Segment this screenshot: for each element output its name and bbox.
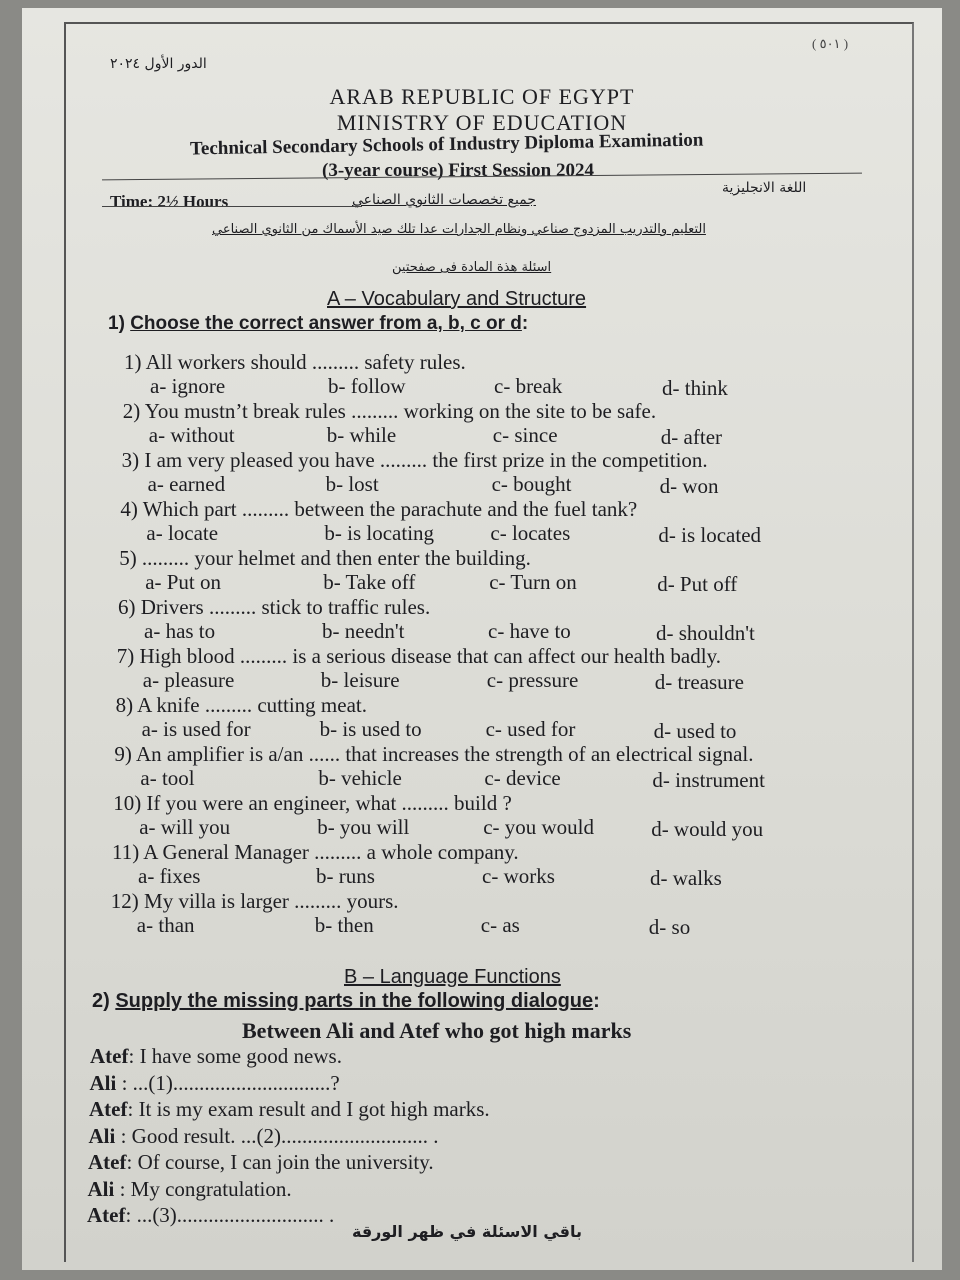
answer-option-d: d- so xyxy=(648,915,691,939)
answer-option-c: c- pressure xyxy=(486,668,579,692)
answer-option-b: b- Take off xyxy=(323,570,416,594)
answer-option-d: d- is located xyxy=(658,523,762,547)
section-a-title: A – Vocabulary and Structure xyxy=(327,288,587,310)
answer-option-c: c- have to xyxy=(488,619,571,643)
answer-option-b: b- you will xyxy=(317,815,410,839)
question-text: 11) A General Manager ......... a whole company. xyxy=(112,840,519,864)
answer-option-a: a- than xyxy=(136,913,195,937)
answer-option-d: d- treasure xyxy=(654,670,744,694)
dialogue-speaker: Atef xyxy=(87,1203,126,1227)
answer-option-d: d- walks xyxy=(650,866,722,890)
header-exam-title: Technical Secondary Schools of Industry Diploma Examination xyxy=(189,129,704,160)
answer-option-b: b- vehicle xyxy=(318,766,402,790)
section-b-title: B – Language Functions xyxy=(344,966,561,988)
divider xyxy=(102,206,362,207)
answer-option-a: a- ignore xyxy=(150,374,226,398)
answer-option-c: c- as xyxy=(480,913,520,937)
dialogue-text: : My congratulation. xyxy=(114,1176,292,1201)
dialogue-text: : ...(3)............................ . xyxy=(125,1203,335,1227)
session-arabic: الدور الأول ٢٠٢٤ xyxy=(110,56,207,72)
question-text: 12) My villa is larger ......... yours. xyxy=(110,889,399,913)
answer-option-a: a- will you xyxy=(139,815,231,839)
header-country: ARAB REPUBLIC OF EGYPT xyxy=(329,84,635,109)
answer-option-c: c- since xyxy=(492,423,558,447)
note-arabic: التعليم والتدريب المزدوج صناعي ونظام الجدارات عدا تلك صيد الأسماك من الثانوي الصناعي xyxy=(212,222,706,237)
answer-option-c: c- device xyxy=(484,766,561,790)
answer-option-a: a- without xyxy=(148,423,235,447)
header-ministry: MINISTRY OF EDUCATION xyxy=(336,110,628,135)
answer-option-c: c- break xyxy=(494,374,563,398)
header-course: (3-year course) First Session 2024 xyxy=(322,160,594,181)
footer-arabic: باقي الاسئلة في ظهر الورقة xyxy=(352,1222,583,1241)
answer-option-b: b- leisure xyxy=(320,668,400,692)
pages-note-arabic: اسئلة هذة المادة فى صفحتين xyxy=(392,260,552,275)
answer-option-b: b- follow xyxy=(328,374,406,398)
answer-option-c: c- you would xyxy=(483,815,595,839)
dialogue-speaker: Ali xyxy=(88,1123,116,1148)
dialogue-speaker: Ali xyxy=(87,1176,115,1201)
answer-option-d: d- instrument xyxy=(652,768,765,792)
answer-option-d: d- think xyxy=(662,376,728,400)
dialogue-text: : It is my exam result and I got high marks. xyxy=(127,1097,490,1121)
dialogue-speaker: Atef xyxy=(90,1044,129,1068)
dialogue-speaker: Atef xyxy=(89,1097,128,1121)
question-text: 6) Drivers ......... stick to traffic rules. xyxy=(118,595,431,619)
question-text: 1) All workers should ......... safety rules. xyxy=(124,350,466,374)
answer-option-c: c- works xyxy=(482,864,555,888)
dialogue-line xyxy=(88,1177,292,1202)
answer-option-b: b- while xyxy=(326,423,397,447)
answer-option-c: c- locates xyxy=(490,521,571,545)
dialogue-speaker: Atef xyxy=(88,1150,127,1174)
answer-option-a: a- Put on xyxy=(145,570,222,594)
dialogue-line xyxy=(88,1150,434,1175)
subject-arabic: اللغة الانجليزية xyxy=(722,180,807,196)
answer-option-b: b- runs xyxy=(316,864,375,888)
question-text: 2) You mustn’t break rules ......... working on the site to be safe. xyxy=(122,399,657,423)
question-text: 9) An amplifier is a/an ...... that increases the strength of an electrical signal. xyxy=(114,742,754,766)
question-text: 10) If you were an engineer, what ......... build ? xyxy=(113,791,512,815)
answer-option-a: a- tool xyxy=(140,766,195,790)
dialogue-line xyxy=(89,1097,490,1122)
answer-option-d: d- would you xyxy=(651,817,764,841)
question-2-title: 2) Supply the missing parts in the following dialogue: xyxy=(92,990,600,1012)
answer-option-d: d- won xyxy=(659,474,719,498)
dialogue-speaker: Ali xyxy=(89,1070,117,1095)
exam-sheet xyxy=(22,8,942,1270)
dialogue-text: : Of course, I can join the university. xyxy=(126,1150,434,1174)
answer-option-b: b- then xyxy=(314,913,374,937)
answer-option-b: b- lost xyxy=(325,472,379,496)
exam-time: Time: 2½ Hours xyxy=(110,192,229,211)
answer-option-a: a- earned xyxy=(147,472,226,496)
answer-option-a: a- pleasure xyxy=(142,668,235,692)
dialogue-title: Between Ali and Atef who got high marks xyxy=(242,1018,632,1043)
question-text: 8) A knife ......... cutting meat. xyxy=(115,693,367,717)
answer-option-d: d- after xyxy=(660,425,723,449)
answer-option-c: c- used for xyxy=(485,717,576,741)
answer-option-a: a- is used for xyxy=(141,717,251,741)
answer-option-b: b- needn't xyxy=(322,619,405,643)
question-text: 3) I am very pleased you have ......... the first prize in the competition. xyxy=(121,448,708,472)
dialogue-text: : I have some good news. xyxy=(128,1044,342,1068)
answer-option-d: d- used to xyxy=(653,719,737,743)
answer-option-a: a- locate xyxy=(146,521,219,545)
question-text: 4) Which part ......... between the parachute and the fuel tank? xyxy=(120,497,638,521)
specializations-arabic: جميع تخصصات الثانوي الصناعي xyxy=(352,192,536,208)
answer-option-a: a- has to xyxy=(144,619,216,643)
dialogue-line xyxy=(89,1124,439,1149)
answer-option-d: d- Put off xyxy=(657,572,738,596)
question-text: 7) High blood ......... is a serious disease that can affect our health badly. xyxy=(116,644,721,668)
answer-option-b: b- is used to xyxy=(319,717,422,741)
question-text: 5) ......... your helmet and then enter the building. xyxy=(119,546,531,570)
serial-number: ( ٥٠١ ) xyxy=(812,36,849,51)
answer-option-c: c- bought xyxy=(491,472,572,496)
dialogue-text: : Good result. ...(2)............................ . xyxy=(115,1123,439,1148)
answer-option-a: a- fixes xyxy=(138,864,201,888)
answer-option-d: d- shouldn't xyxy=(656,621,755,645)
dialogue-line xyxy=(87,1203,334,1228)
answer-option-c: c- Turn on xyxy=(489,570,577,594)
dialogue-text: : ...(1)..............................? xyxy=(116,1070,340,1095)
dialogue-line xyxy=(90,1071,340,1096)
dialogue-line xyxy=(90,1044,342,1069)
question-1-title: 1) Choose the correct answer from a, b, c or d: xyxy=(108,313,529,334)
answer-option-b: b- is locating xyxy=(324,521,435,545)
